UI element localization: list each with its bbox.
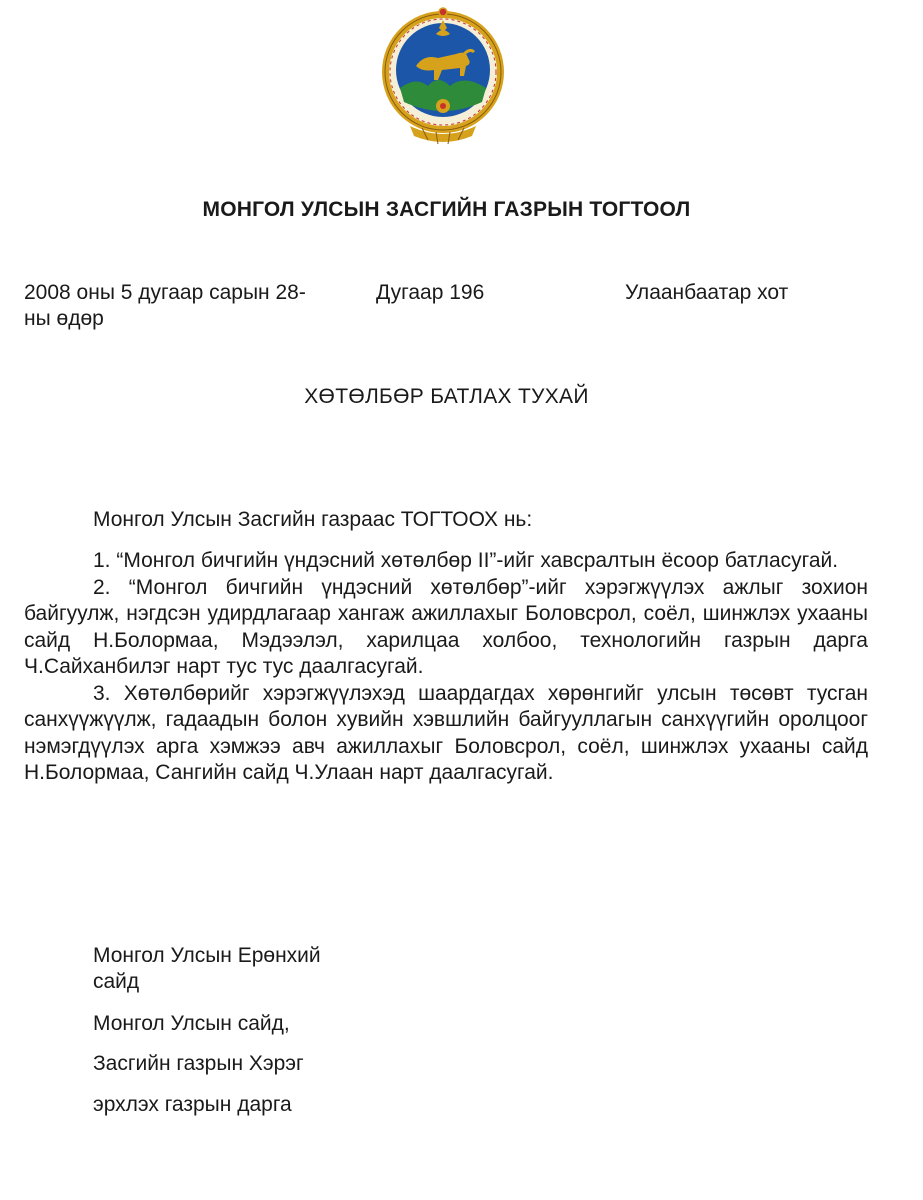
clause-2: 2. “Монгол бичгийн үндэсний хөтөлбөр”-ийг хэрэгжүүлэх ажлыг зохион байгуулж, нэгдсэн удирдлагаар хангаж ажиллахыг Боловсрол, соёл, шинжлэх ухааны сайд Н.Болормаа, Мэдээлэл, харилцаа холбоо, технологийн газрын дарга Ч.Сайханбилэг нарт тус тус даалгасугай. xyxy=(24,575,868,678)
signature-prime-minister: Монгол Улсын Ерөнхий сайд xyxy=(93,944,321,993)
state-emblem-of-mongolia-icon xyxy=(376,4,510,148)
resolution-date: 2008 оны 5 дугаар сарын 28-ны өдөр xyxy=(24,281,306,330)
signature-office-line-2: эрхлэх газрын дарга xyxy=(93,1093,292,1116)
resolution-intro: Монгол Улсын Засгийн газраас ТОГТООХ нь: xyxy=(93,508,533,531)
clause-1: 1. “Монгол бичгийн үндэсний хөтөлбөр II”-ийг хавсралтын ёсоор батлаcугай. xyxy=(93,549,839,572)
clause-3: 3. Хөтөлбөрийг хэрэгжүүлэхэд шаардагдах хөрөнгийг улсын төсөвт тусган санхүүжүүлж, гадаадын болон хувийн хэвшлийн байгууллагын санхүүгийн оролцоог нэмэгдүүлэх арга хэмжээ авч ажиллахыг Боловсрол, соёл, шинжлэх ухааны сайд Н.Болормаа, Сангийн сайд Ч.Улаан нарт даалгасугай. xyxy=(24,681,868,784)
resolution-subject: ХӨТӨЛБӨР БАТЛАХ ТУХАЙ xyxy=(304,385,589,408)
resolution-place: Улаанбаатар хот xyxy=(625,281,789,304)
signature-minister: Монгол Улсын сайд, xyxy=(93,1012,290,1035)
resolution-number: Дугаар 196 xyxy=(376,281,485,304)
document-title: МОНГОЛ УЛСЫН ЗАСГИЙН ГАЗРЫН ТОГТООЛ xyxy=(202,198,691,221)
resolution-body xyxy=(24,548,868,787)
signature-office-line-1: Засгийн газрын Хэрэг xyxy=(93,1052,304,1075)
